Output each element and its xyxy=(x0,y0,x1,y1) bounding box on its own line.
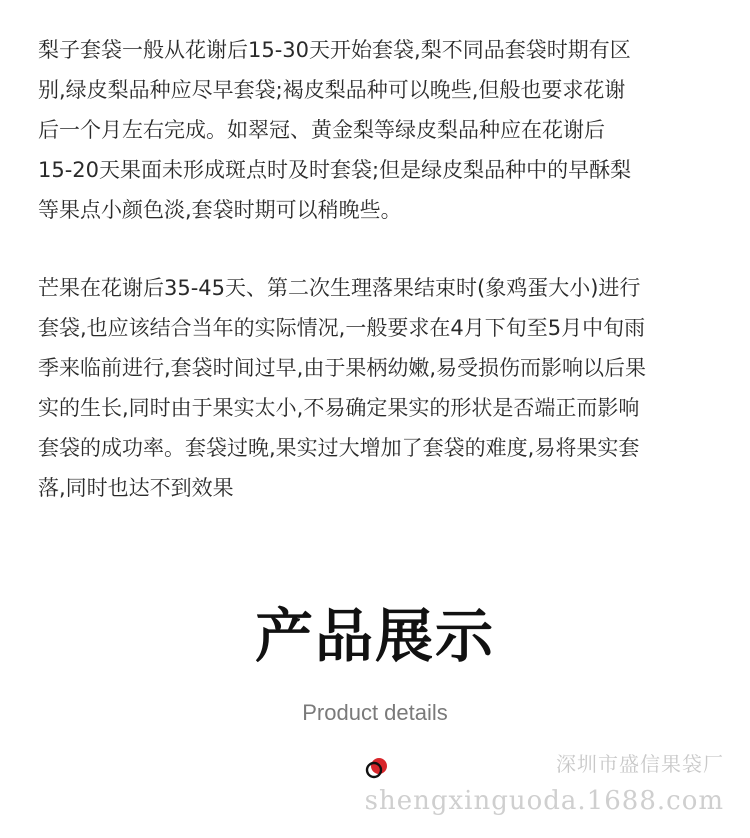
watermark-shop-name: 深圳市盛信果袋厂 xyxy=(556,752,724,776)
section-subtitle: Product details xyxy=(302,700,448,725)
paragraph-pear-bagging: 梨子套袋一般从花谢后15-30天开始套袋,梨不同品套袋时期有区 别,绿皮梨品种应尽早套袋;褐皮梨品种可以晚些,但般也要求花谢 后一个月左右完成。如翠冠、黄金梨等绿皮梨品种应在花谢后 15-20天果面未形成斑点时及时套袋;但是绿皮梨品种中的早酥梨 等果点小颜色淡,套袋时期可以稍晚些。 xyxy=(38,38,632,222)
watermark-url: shengxinguoda.1688.com xyxy=(364,786,724,816)
red-black-circles-icon xyxy=(364,756,390,780)
section-title: 产品展示 xyxy=(254,602,495,670)
paragraph-mango-bagging: 芒果在花谢后35-45天、第二次生理落果结束时(象鸡蛋大小)进行 套袋,也应该结合当年的实际情况,一般要求在4月下旬至5月中旬雨 季来临前进行,套袋时间过早,由于果柄幼嫩,易受损伤而影响以后果 实的生长,同时由于果实太小,不易确定果实的形状是否端正而影响 套袋的成功率。套袋过晚,果实过大增加了套袋的难度,易将果实套 落,同时也达不到效果 xyxy=(38,276,647,500)
